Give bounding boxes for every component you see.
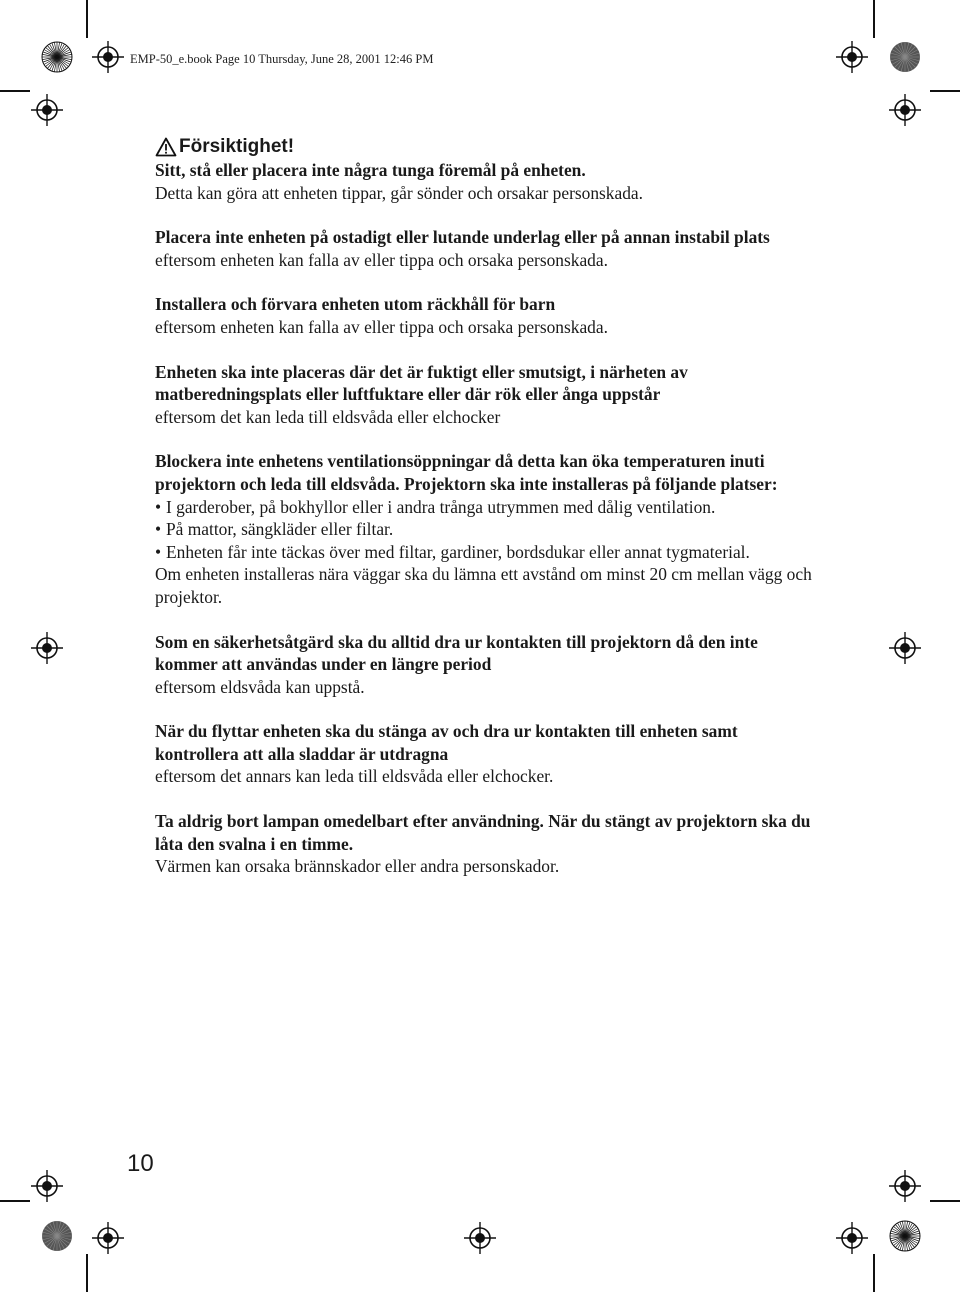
crop-line [86,1254,88,1292]
bullet-icon: • [155,519,162,540]
caution-item-reason: Detta kan göra att enheten tippar, går sönder och orsakar personskada. [155,182,643,203]
crop-line [930,90,960,92]
bullet-item [155,518,815,541]
crop-line [0,1200,30,1202]
crop-line [0,90,30,92]
warning-triangle-icon [155,137,177,157]
caution-item-reason: eftersom det annars kan leda till eldsvåda eller elchocker. [155,766,554,787]
registration-crosshair-icon [92,1222,124,1254]
crop-line [86,0,88,38]
caution-item [155,293,815,338]
caution-item-reason: Värmen kan orsaka brännskador eller andra personskador. [155,856,560,877]
registration-starburst-icon [40,40,74,74]
caution-item-warning: Som en säkerhetsåtgärd ska du alltid dra ur kontakten till projektorn då den inte kommer att användas under en längre period [155,631,758,675]
bullet-item [155,496,815,519]
registration-crosshair-icon [31,632,63,664]
caution-item [155,361,815,429]
caution-item-reason: eftersom eldsvåda kan uppstå. [155,676,365,697]
file-info-header: EMP-50_e.book Page 10 Thursday, June 28, 2001 12:46 PM [130,52,434,66]
registration-crosshair-icon [889,632,921,664]
ventilation-warning: Blockera inte enhetens ventilationsöppningar då detta kan öka temperaturen inuti projektorn och leda till eldsvåda. Projektorn ska inte installeras på följande platser: [155,451,778,494]
caution-item-warning: Installera och förvara enheten utom räckhåll för barn [155,294,556,315]
registration-crosshair-icon [889,94,921,126]
crop-line [873,1254,875,1292]
bullet-text: Enheten får inte täckas över med filtar, gardiner, bordsdukar eller annat tygmaterial. [166,541,750,562]
caution-item [155,810,815,878]
registration-crosshair-icon [836,1222,868,1254]
registration-crosshair-icon [92,41,124,73]
bullet-item [155,541,815,564]
crop-line [873,0,875,38]
caution-item-warning: Sitt, stå eller placera inte några tunga föremål på enheten. [155,160,586,180]
caution-item-reason: eftersom enheten kan falla av eller tippa och orsaka personskada. [155,249,608,270]
caution-item [155,159,815,204]
ventilation-note: Om enheten installeras nära väggar ska du lämna ett avstånd om minst 20 cm mellan vägg och projektor. [155,564,812,607]
ventilation-item [155,450,815,608]
page-number: 10 [127,1150,154,1177]
bullet-text: På mattor, sängkläder eller filtar. [166,519,394,540]
caution-title: Försiktighet! [179,136,295,157]
caution-item [155,226,815,271]
caution-heading [155,135,815,159]
caution-item [155,720,815,788]
caution-item-warning: Enheten ska inte placeras där det är fuktigt eller smutsigt, i närheten av matberedningsplats eller luftfuktare eller där rök eller ånga uppstår [155,361,688,405]
registration-crosshair-icon [31,94,63,126]
registration-crosshair-icon [31,1170,63,1202]
registration-gray-disc-icon [888,40,922,74]
caution-item [155,631,815,699]
registration-crosshair-icon [889,1170,921,1202]
registration-crosshair-icon [836,41,868,73]
caution-item-reason: eftersom enheten kan falla av eller tippa och orsaka personskada. [155,316,608,337]
bullet-text: I garderober, på bokhyllor eller i andra trånga utrymmen med dålig ventilation. [166,496,716,517]
bullet-icon: • [155,541,162,562]
caution-item-warning: Ta aldrig bort lampan omedelbart efter användning. När du stängt av projektorn ska du låta den svalna i en timme. [155,811,811,854]
registration-gray-disc-icon [40,1219,74,1253]
bullet-icon: • [155,496,162,517]
crop-line [930,1200,960,1202]
caution-section [155,135,815,878]
caution-item-warning: Placera inte enheten på ostadigt eller lutande underlag eller på annan instabil plats [155,227,770,248]
registration-crosshair-icon [464,1222,496,1254]
caution-item-warning: När du flyttar enheten ska du stänga av och dra ur kontakten till enheten samt kontrollera att alla sladdar är utdragna [155,721,738,764]
registration-starburst-icon [888,1219,922,1253]
caution-item-reason: eftersom det kan leda till eldsvåda eller elchocker [155,406,501,427]
